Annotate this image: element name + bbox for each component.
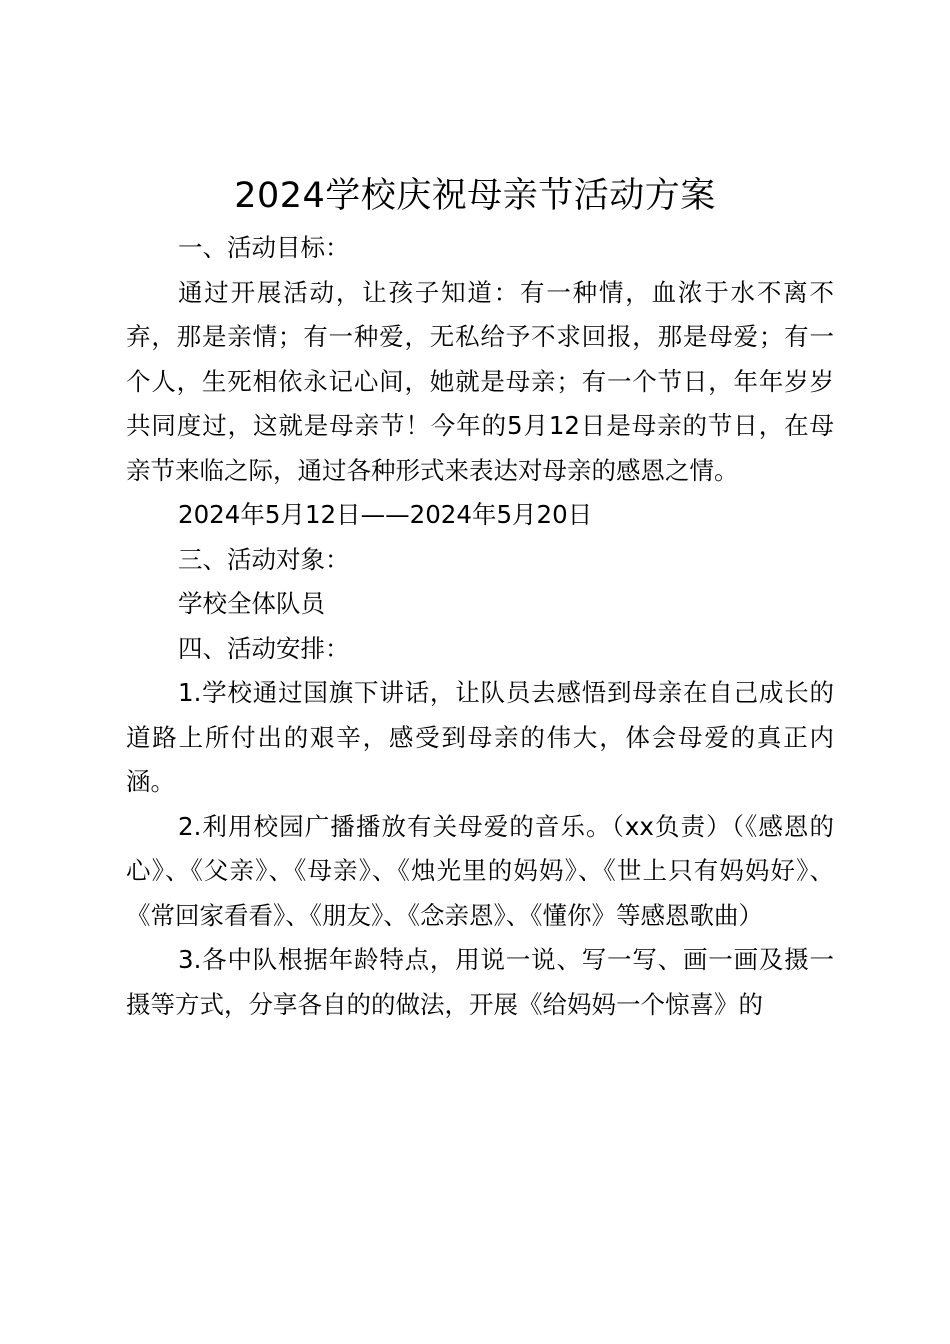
paragraph-goals-text: 通过开展活动，让孩子知道：有一种情，血浓于水不离不弃，那是亲情；有一种爱，无私给予不求回报，那是母爱；有一个人，生死相依永记心间，她就是母亲；有一个节日，年年岁岁共同度过，这就是母亲节！今年的5月12日是母亲的节日，在母亲节来临之际，通过各种形式来表达对母亲的感恩之情。 (126, 277, 834, 485)
section-heading-participants: 三、活动对象： (178, 544, 350, 574)
paragraph-participants: 学校全体队员 (178, 589, 325, 618)
paragraph-date-range: 2024年5月12日——2024年5月20日 (178, 500, 593, 529)
paragraph-arrangement-3: 3.各中队根据年龄特点，用说一说、写一写、画一画及摄一摄等方式，分享各自的的做法，开展《给妈妈一个惊喜》的 (126, 945, 834, 1019)
document-title: 2024学校庆祝母亲节活动方案 (234, 176, 716, 216)
paragraph-arrangement-1: 1.学校通过国旗下讲话，让队员去感悟到母亲在自己成长的道路上所付出的艰辛，感受到母亲的伟大，体会母爱的真正内涵。 (126, 678, 834, 796)
document-body (126, 226, 834, 1027)
section-heading-goals: 一、活动目标： (178, 233, 350, 262)
paragraph-arrangement-2: 2.利用校园广播播放有关母爱的音乐。（xx负责）（《感恩的心》、《父亲》、《母亲》、《烛光里的妈妈》、《世上只有妈妈好》、《常回家看看》、《朋友》、《念亲恩》、《懂你》等感恩歌曲） (126, 811, 834, 930)
section-heading-arrangements: 四、活动安排： (178, 633, 350, 663)
